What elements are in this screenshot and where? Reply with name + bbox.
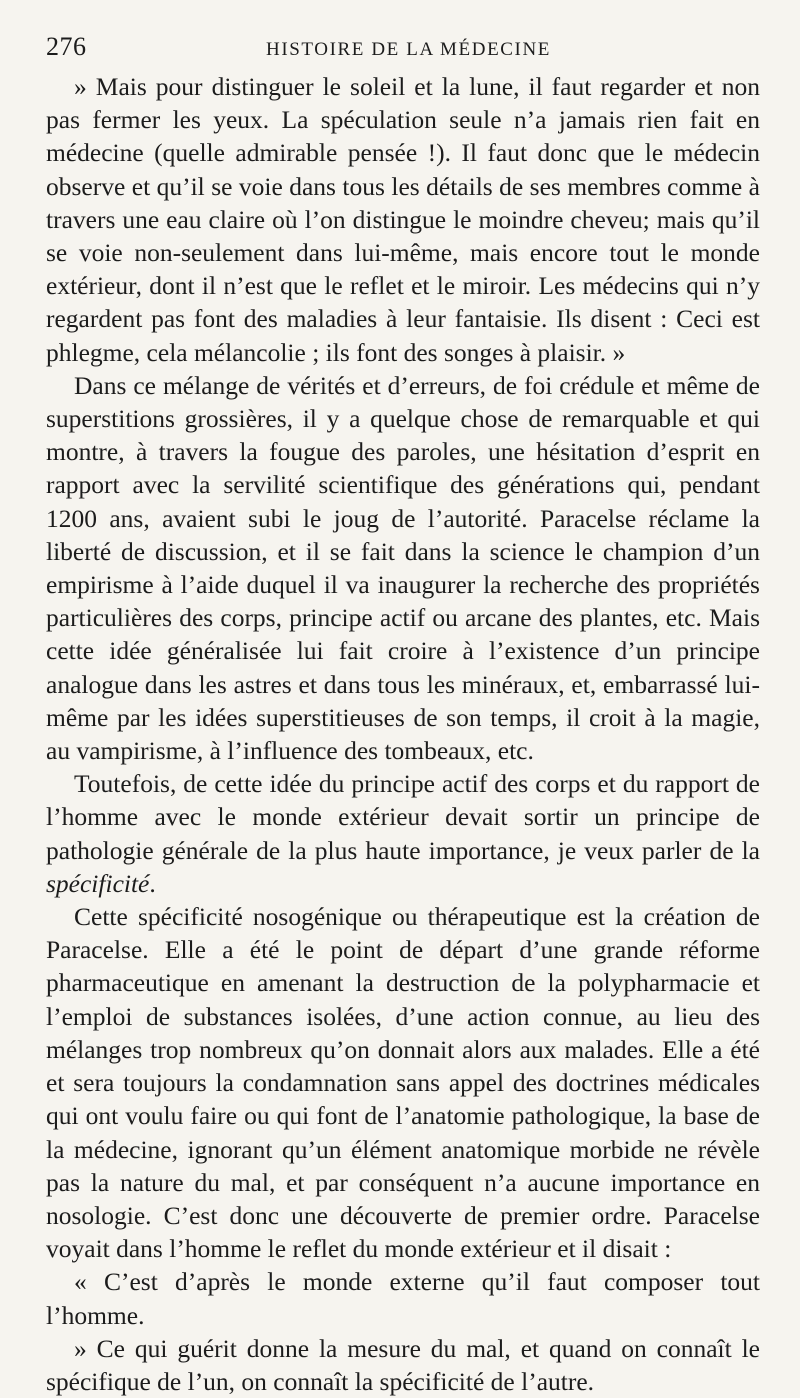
paragraph-text: . — [149, 868, 156, 898]
running-title: HISTOIRE DE LA MÉDECINE — [266, 39, 552, 60]
paragraph-commentary: Dans ce mélange de vérités et d’erreurs, de foi crédule et même de superstitions grossières, il y a quelque chose de remarquable et qui montre, à travers la fougue des paroles, une hésitation d’esprit en rapport avec la servilité scientifique des générations qui, pendant 1200 ans, avaient subi le joug de l’autorité. Paracelse réclame la liberté de discussion, et il se fait dans la science le champion d’un empirisme à l’aide duquel il va inaugurer la recherche des propriétés particulières des corps, principe actif ou arcane des plantes, etc. Mais cette idée généralisée lui fait croire à l’existence d’un principe analogue dans les astres et dans tous les minéraux, et, embarrassé lui-même par les idées superstitieuses de son temps, il croit à la magie, au vampirisme, à l’influence des tombeaux, etc. — [46, 370, 760, 766]
page-number: 276 — [46, 32, 87, 61]
paragraph-quote-continuation: » Mais pour distinguer le soleil et la lune, il faut regarder et non pas fermer les yeux. La spéculation seule n’a jamais rien fait en médecine (quelle admirable pensée !). Il faut donc que le médecin observe et qu’il se voie dans tous les détails de ses membres comme à travers une eau claire où l’on distingue le moindre cheveu; mais qu’il se voie non-seulement dans lui-même, mais encore tout le monde extérieur, dont il n’est que le reflet et le miroir. Les médecins qui n’y regardent pas font des maladies à leur fantaisie. Ils disent : Ceci est phlegme, cela mélancolie ; ils font des songes à plaisir. » — [46, 72, 760, 367]
paragraph-specificity-discussion: Cette spécificité nosogénique ou thérapeutique est la création de Paracelse. Elle a été le point de départ d’une grande réforme pharmaceutique en amenant la destruction de la polypharmacie et l’emploi de substances isolées, d’une action connue, au lieu des mélanges trop nombreux qu’on donnait alors aux malades. Elle a été et sera toujours la condamnation sans appel des doctrines médicales qui ont voulu faire ou qui font de l’anatomie pathologique, la base de la médecine, ignorant qu’un élément anatomique morbide ne révèle pas la nature du mal, et par conséquent n’a aucune importance en nosologie. C’est donc une découverte de premier ordre. Paracelse voyait dans l’homme le reflet du monde extérieur et il disait : — [46, 902, 760, 1264]
paragraph-quote-start: « C’est d’après le monde externe qu’il faut composer tout l’homme. — [46, 1267, 760, 1330]
running-head — [46, 32, 760, 66]
paragraph-quote-end: » Ce qui guérit donne la mesure du mal, et quand on connaît le spécifique de l’un, on connaît la spécificité de l’autre. — [46, 1333, 760, 1396]
paragraph-specificity-intro — [46, 767, 760, 900]
paragraph-text: Toutefois, de cette idée du principe actif des corps et du rapport de l’homme avec le monde extérieur devait sortir un principe de pathologie générale de la plus haute importance, je veux parler de la — [46, 769, 760, 865]
body-text — [46, 70, 760, 1398]
emphasized-term: spécificité — [46, 868, 150, 898]
